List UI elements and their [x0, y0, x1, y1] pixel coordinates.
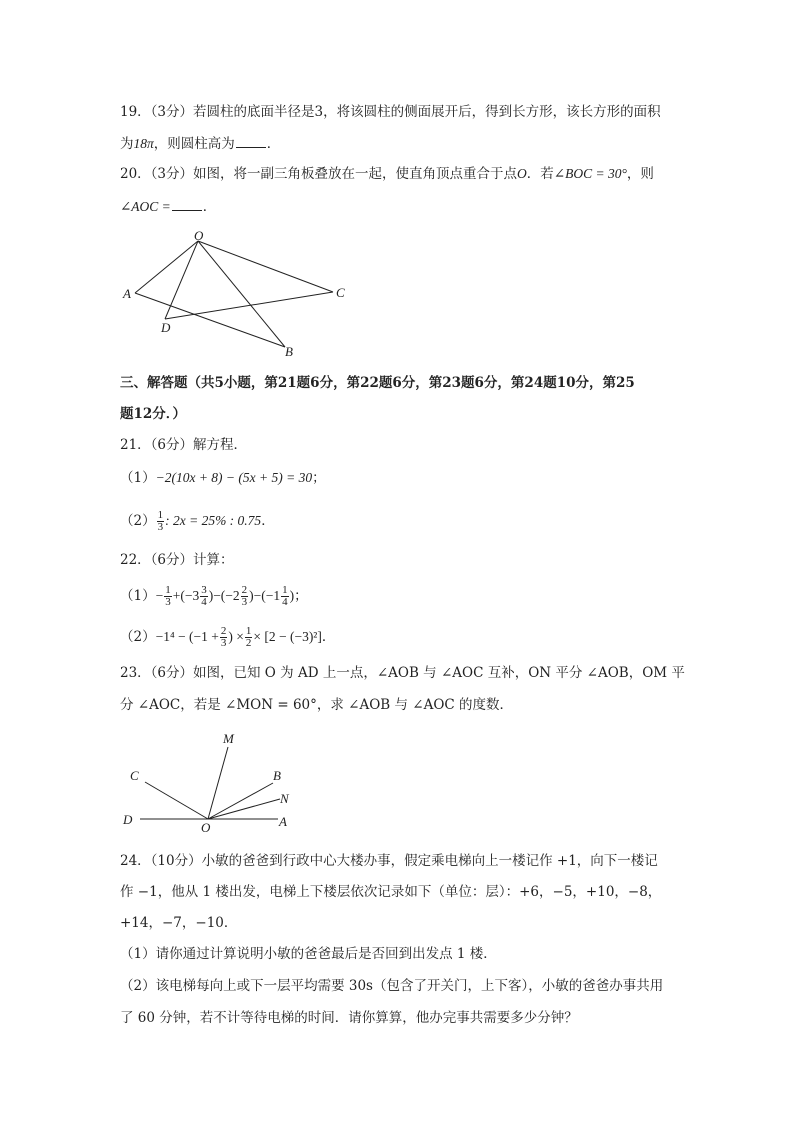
q22-p1-frac1: [200, 585, 208, 608]
q22-p1-frac0: [164, 585, 172, 608]
label-O: O: [201, 820, 211, 835]
frac-num: 1: [157, 509, 164, 521]
ray-OB: [208, 783, 273, 819]
q22-part2: [120, 626, 335, 649]
q22-p2-end: ．: [321, 629, 336, 645]
q23-figure: [115, 728, 315, 838]
q21-p2-end: ．: [261, 513, 275, 529]
frac-den: 4: [282, 596, 288, 608]
frac-num: 3: [201, 584, 207, 596]
q20-line2: [120, 196, 216, 217]
frac-den: 4: [201, 596, 207, 608]
q20-figure: [115, 225, 365, 365]
q22-p2-a: −1⁴ − (−1 +: [155, 629, 219, 644]
q21-part2: [120, 510, 275, 533]
label-D: D: [123, 812, 133, 827]
q21-part1: [120, 468, 326, 488]
q23-line1: 23．（6分）如图，已知 O 为 AD 上一点，∠AOB 与 ∠AOC 互补，ON 平分 ∠AOB，OM 平: [120, 665, 685, 681]
label-A: A: [279, 814, 287, 829]
ray-ON: [208, 799, 280, 819]
q20-ask: ∠AOC =: [120, 199, 171, 214]
q19-area: 18π: [133, 136, 154, 151]
frac-num: 1: [245, 625, 252, 637]
q19-line2: [120, 133, 280, 154]
section3-line1: 三、解答题（共5小题，第21题6分，第22题6分，第23题6分，第24题10分，第25: [120, 375, 635, 391]
frac-den: 2: [245, 637, 252, 649]
q20-text-a: 20．（3分）如图，将一副三角板叠放在一起，使直角顶点重合于点: [120, 166, 518, 182]
answer-blank-20: [172, 196, 202, 211]
section3-line2: 题12分．）: [120, 406, 187, 422]
q19-line1: 19．（3分）若圆柱的底面半径是3，将该圆柱的侧面展开后，得到长方形，该长方形的面积: [120, 104, 661, 120]
frac-num: 1: [282, 584, 288, 596]
q22-title: 22．（6分）计算：: [120, 552, 234, 568]
q20-point: O: [517, 166, 527, 181]
q20-text-b: ．若: [526, 166, 554, 182]
q22-p1-seg1: +(−3: [172, 588, 200, 603]
segment-OD: [165, 241, 198, 319]
ray-OC: [145, 782, 208, 819]
label-M: M: [223, 731, 234, 746]
q21-p2-label: （2）: [120, 513, 156, 529]
q21-p1-end: ；: [312, 470, 326, 486]
q24-line3: +14，−7，−10．: [120, 915, 238, 931]
q20-text-c: ，则: [626, 166, 654, 182]
q21-p2-fraction: [157, 510, 165, 533]
q19-text-c: ．: [266, 136, 281, 152]
q20-given: ∠BOC = 30°: [553, 166, 627, 181]
q22-p1-end: ；: [294, 588, 308, 604]
q21-title: 21．（6分）解方程．: [120, 437, 248, 453]
q22-p1-label: （1）: [120, 588, 156, 604]
frac-num: 1: [165, 584, 171, 596]
q19-text-b: ，则圆柱高为: [153, 136, 235, 152]
q24-part1: （1）请你通过计算说明小敏的爸爸最后是否回到出发点 1 楼．: [120, 946, 497, 962]
q20-text-d: ．: [202, 199, 217, 215]
q19-text-a: 为: [120, 136, 134, 152]
q22-p1-seg4: ): [289, 588, 295, 603]
q22-p2-b: ) ×: [228, 629, 244, 644]
q22-p2-frac2: [245, 626, 253, 649]
frac-den: 3: [241, 596, 248, 608]
q24-part2-line2: 了 60 分钟，若不计等待电梯的时间．请你算算，他办完事共需要多少分钟？: [120, 1010, 578, 1026]
q22-p1-seg2: )−(−2: [208, 588, 240, 603]
label-B: B: [273, 768, 281, 783]
q22-p1-frac2: [241, 585, 249, 608]
q21-p1-label: （1）: [120, 470, 156, 486]
frac-den: 3: [157, 521, 164, 533]
q22-p1-seg3: )−(−1: [249, 588, 281, 603]
frac-num: 2: [241, 584, 248, 596]
segment-OC: [198, 241, 333, 292]
q22-p2-label: （2）: [120, 629, 156, 645]
frac-num: 2: [220, 625, 227, 637]
q21-p1-expr: −2(10x + 8) − (5x + 5) = 30: [155, 470, 313, 485]
label-N: N: [280, 791, 289, 806]
q22-part1: [120, 585, 308, 608]
label-B: B: [285, 344, 293, 359]
segment-DC: [165, 292, 333, 319]
q22-p2-c: × [2 − (−3)²]: [253, 629, 322, 644]
q20-line1: [120, 164, 654, 184]
label-C: C: [336, 285, 345, 300]
segment-OA: [135, 241, 198, 293]
q23-line2: 分 ∠AOC，若是 ∠MON = 60°，求 ∠AOB 与 ∠AOC 的度数．: [120, 697, 514, 713]
label-O: O: [194, 228, 204, 243]
frac-den: 3: [165, 596, 171, 608]
q24-line2: 作 −1，他从 1 楼出发，电梯上下楼层依次记录如下（单位：层）：+6，−5，+10，−8，: [120, 884, 662, 900]
q22-p2-frac1: [220, 626, 228, 649]
q22-p1-seg0: −: [155, 588, 164, 603]
label-C: C: [130, 768, 139, 783]
q21-p2-expr: : 2x = 25% : 0.75: [165, 513, 262, 528]
q24-part2-line1: （2）该电梯每向上或下一层平均需要 30s（包含了开关门，上下客），小敏的爸爸办事共用: [120, 978, 664, 994]
answer-blank-19: [236, 133, 266, 148]
label-A: A: [123, 286, 131, 301]
q24-line1: 24．（10分）小敏的爸爸到行政中心大楼办事，假定乘电梯向上一楼记作 +1，向下一楼记: [120, 853, 658, 869]
label-D: D: [161, 320, 171, 335]
frac-den: 3: [220, 637, 227, 649]
q22-p1-frac3: [281, 585, 289, 608]
ray-OM: [208, 747, 228, 819]
